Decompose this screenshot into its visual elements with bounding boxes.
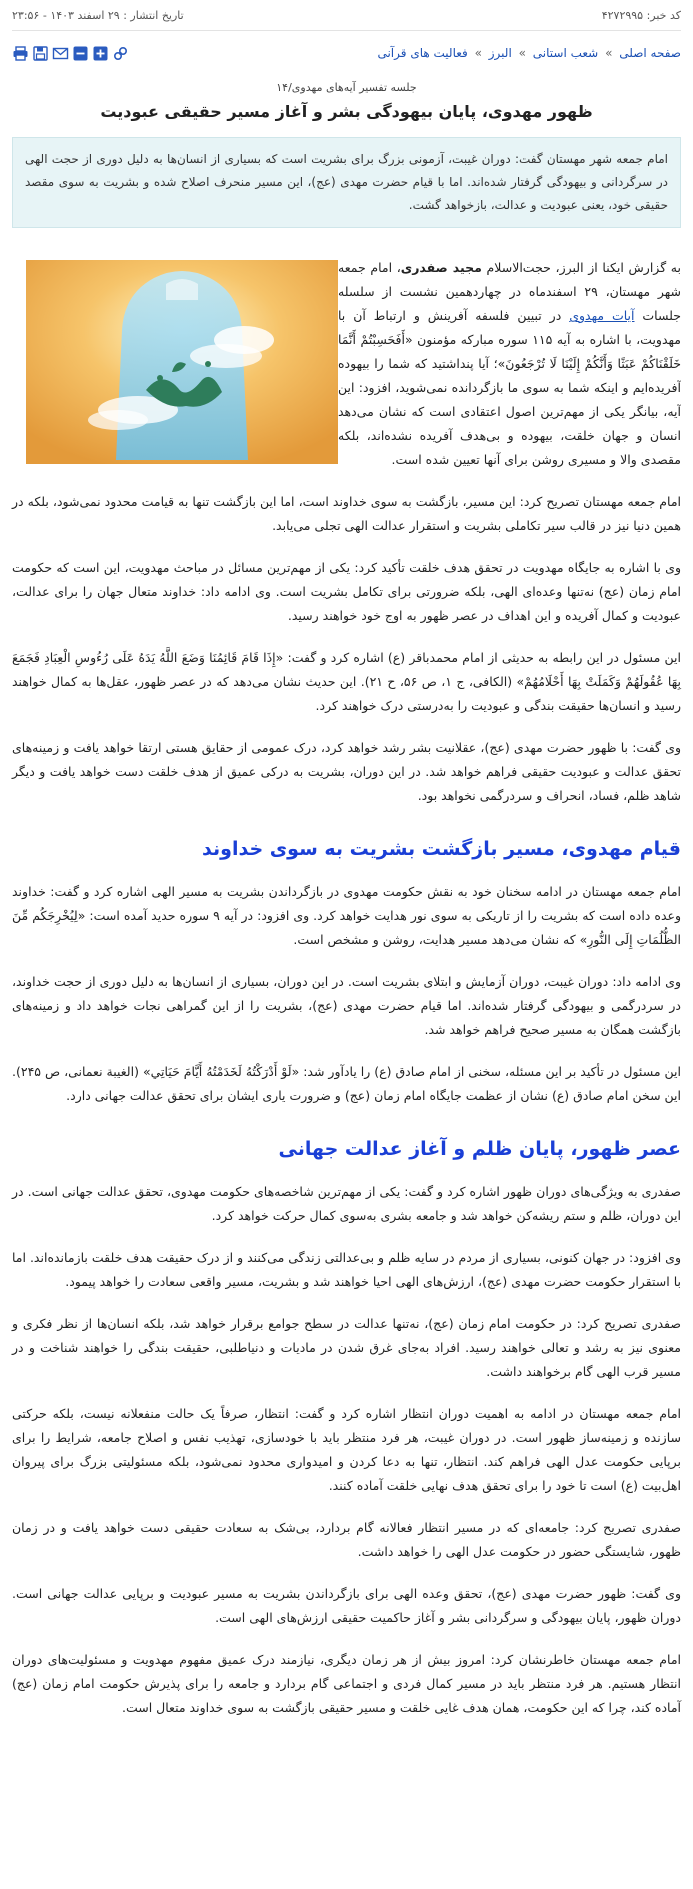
article-image (26, 260, 338, 464)
breadcrumb-home[interactable]: صفحه اصلی (619, 46, 681, 60)
breadcrumb-separator: » (474, 46, 482, 60)
article-title: ظهور مهدوی، پایان بیهودگی بشر و آغاز مسیر حقیقی عبودیت (100, 102, 593, 121)
link-icon[interactable] (112, 45, 129, 62)
paragraph: وی ادامه داد: دوران غیبت، دوران آزمایش و ابتلای بشریت است. در این دوران، بسیاری از انسان‌ها به دلیل دوری از حجت خداوند، در سردرگمی و بیهودگی گرفتار شده‌اند. اما قیام حضرت مهدی (عج)، بشریت را از این گمراهی نجات خواهد داد و زمینه‌های بازگشت همگان به مسیر صحیح فراهم خواهد شد. (12, 974, 681, 1037)
speaker-name: مجید صفدری (400, 260, 482, 275)
paragraph: وی افزود: در جهان کنونی، بسیاری از مردم در سایه ظلم و بی‌عدالتی زندگی می‌کنند و از درک حقیقت هدف خلقت بازمانده‌اند. اما با استقرار حکومت حضرت مهدی (عج)، ارزش‌های الهی احیا خواهند شد و بشریت، مسیر واقعی سعادت را خواهد پیمود. (12, 1250, 681, 1289)
breadcrumb-row (0, 31, 693, 75)
news-code: کد خبر: ۴۲۷۲۹۹۵ (601, 8, 681, 22)
mahdi-calligraphy-illustration (26, 260, 338, 464)
breadcrumb-category[interactable]: فعالیت های قرآنی (377, 46, 468, 60)
article-rotitr: جلسه تفسیر آیه‌های مهدوی/۱۴ (276, 81, 417, 94)
paragraph: وی گفت: با ظهور حضرت مهدی (عج)، عقلانیت بشر رشد خواهد کرد، درک عمومی از حقایق هستی ارتقا خواهد یافت و زمینه‌های تحقق عدالت و عبودیت حقیقی فراهم خواهد شد. در این دوران، بشریت به درکی عمیق از هدف خلقت دست خواهد یافت و دیگر شاهد ظلم، فساد، انحراف و سردرگمی نخواهد بود. (12, 740, 681, 803)
breadcrumb-province[interactable]: البرز (488, 46, 512, 60)
paragraph: صفدری تصریح کرد: جامعه‌ای که در مسیر انتظار فعالانه گام بردارد، بی‌شک به سعادت حقیقی دست خواهد یافت و در زمان ظهور، شایستگی حضور در حکومت عدل الهی را خواهد داشت. (12, 1520, 681, 1559)
save-icon[interactable] (32, 45, 49, 62)
breadcrumb (377, 46, 681, 60)
intro-text-part3: در تبیین فلسفه آفرینش و ارتباط آن با مهدویت، با اشاره به آیه ۱۱۵ سوره مبارکه مؤمنون «أَفَحَسِبْتُمْ أَنَّمَا خَلَقْنَاكُمْ عَبَثًا وَأَنَّكُمْ إِلَيْنَا لَا تُرْجَعُونَ»؛ آیا پنداشتید که شما را بیهوده آفریده‌ایم و اینکه شما به سوی ما بازگردانده نمی‌شوید، افزود: این آیه، بیانگر یکی از مهم‌ترین اصول اعتقادی است که نشان می‌دهد انسان و جهان خلقت، بیهوده و بی‌هدف آفریده نشده‌اند، بلکه مقصدی والا و مسیری روشن برای آنها تعیین شده است. (338, 308, 681, 467)
breadcrumb-separator: » (605, 46, 613, 60)
paragraph: وی گفت: ظهور حضرت مهدی (عج)، تحقق وعده الهی برای بازگرداندن بشریت به مسیر عبودیت و برپایی عدالت جهانی است. دوران ظهور، پایان بیهودگی و سرگردانی بشر و آغاز حاکمیت حقیقی ارزش‌های الهی است. (12, 1586, 681, 1625)
paragraph: امام جمعه مهستان در ادامه به اهمیت دوران انتظار اشاره کرد و گفت: انتظار، صرفاً یک حالت منفعلانه نیست، بلکه حرکتی سازنده و زمینه‌ساز ظهور است. در دوران غیبت، هر فرد منتظر باید با خودسازی، تهذیب نفس و اصلاح جامعه، شرایط را برای برپایی حکومت عدل الهی فراهم کند. انتظار، تنها به دعا کردن و امیدواری محدود نمی‌شود، بلکه مسئولیتی بزرگ برای پیروان اهل‌بیت (ع) است تا خود را برای تحقق هدف نهایی خلقت آماده کنند. (12, 1406, 681, 1493)
article-toolbar (12, 45, 129, 62)
top-meta-bar (0, 0, 693, 30)
intro-paragraph (12, 256, 681, 472)
article-body (0, 256, 693, 1720)
email-icon[interactable] (52, 45, 69, 62)
paragraph: صفدری به ویژگی‌های دوران ظهور اشاره کرد و گفت: یکی از مهم‌ترین شاخصه‌های حکومت مهدوی، تحقق عدالت جهانی است. در این دوران، ظلم و ستم ریشه‌کن خواهد شد و جامعه بشری به‌سوی کمال حرکت خواهد کرد. (12, 1184, 681, 1223)
keyword-link[interactable]: آیات مهدوی (569, 308, 635, 323)
section-heading: قیام مهدوی، مسیر بازگشت بشریت به سوی خداوند (202, 838, 681, 860)
breadcrumb-branches[interactable]: شعب استانی (532, 46, 599, 60)
paragraph: وی با اشاره به جایگاه مهدویت در تحقق هدف خلقت تأکید کرد: یکی از مهم‌ترین مسائل در مباحث مهدویت، این است که حکومت امام زمان (عج) نه‌تنها وعده‌ای الهی، بلکه ضرورتی برای تکامل بشریت است. وی ادامه داد: خداوند متعال جهان را برای عدالت، عبودیت و کمال آفریده و این اهداف در عصر ظهور به اوج خود خواهند رسید. (12, 560, 681, 623)
breadcrumb-separator: » (518, 46, 526, 60)
paragraph: امام جمعه مهستان خاطرنشان کرد: امروز بیش از هر زمان دیگری، نیازمند درک عمیق مفهوم مهدویت و مسئولیت‌های دوران انتظار هستیم. هر فرد منتظر باید در مسیر کمال فردی و اجتماعی گام بردارد و جامعه را برای پذیرش حکومت امام زمان (عج) آماده کند، چرا که این حکومت، همان هدف غایی خلقت و مسیر حقیقی بازگشت به سوی خداوند متعال است. (12, 1652, 681, 1715)
intro-text-part1: به گزارش ایکنا از البرز، حجت‌الاسلام (481, 260, 681, 275)
paragraph: این مسئول در تأکید بر این مسئله، سخنی از امام صادق (ع) را یادآور شد: «لَوْ أَدْرَكْتُهُ لَخَدَمْتُهُ أَيَّامَ حَيَاتِي» (الغیبة نعمانی، ص ۲۴۵). این سخن امام صادق (ع) نشان از عظمت جایگاه امام زمان (عج) و ضرورت یاری ایشان برای تحقق عدالت جهانی دارد. (12, 1064, 681, 1103)
text-decrease-icon[interactable] (72, 45, 89, 62)
print-icon[interactable] (12, 45, 29, 62)
text-increase-icon[interactable] (92, 45, 109, 62)
publish-date: تاریخ انتشار : ۲۹ اسفند ۱۴۰۳ - ۲۳:۵۶ (12, 8, 184, 22)
paragraph: امام جمعه مهستان تصریح کرد: این مسیر، بازگشت به سوی خداوند است، اما این بازگشت تنها به قیامت محدود نمی‌شود، بلکه در همین دنیا نیز در قالب سیر تکاملی بشریت و استقرار عدالت الهی تجلی می‌یابد. (12, 494, 681, 533)
paragraph: صفدری تصریح کرد: در حکومت امام زمان (عج)، نه‌تنها عدالت در سطح جوامع برقرار خواهد شد، بلکه انسان‌ها از نظر فکری و معنوی نیز به رشد و تعالی خواهند رسید. افراد به‌جای غرق شدن در مادیات و دنیاطلبی، حقیقت بندگی را خواهند شناخت و در مسیر قرب الهی گام برخواهند داشت. (12, 1316, 681, 1379)
intro-text-part2: ، امام جمعه شهر مهستان، ۲۹ اسفندماه در چهاردهمین نشست از سلسله جلسات (338, 260, 681, 323)
section-heading: عصر ظهور، پایان ظلم و آغاز عدالت جهانی (278, 1138, 681, 1160)
paragraph: امام جمعه مهستان در ادامه سخنان خود به نقش حکومت مهدوی در بازگرداندن بشریت به مسیر الهی اشاره کرد و گفت: خداوند وعده داده است که بشریت را از تاریکی به سوی نور هدایت خواهد کرد. وی افزود: در آیه ۹ سوره حدید آمده است: «لِيُخْرِجَكُم مِّنَ الظُّلُمَاتِ إِلَى النُّورِ» که نشان می‌دهد مسیر هدایت، روشن و مشخص است. (12, 884, 681, 947)
paragraph: این مسئول در این رابطه به حدیثی از امام محمدباقر (ع) اشاره کرد و گفت: «إِذَا قَامَ قَائِمُنَا وَضَعَ اللَّهُ يَدَهُ عَلَى رُءُوسِ الْعِبَادِ فَجَمَعَ بِهَا عُقُولَهُمْ وَكَمَلَتْ بِهَا أَحْلَامُهُمْ» (الکافی، ج ۱، ص ۵۶، ح ۲۱). این حدیث نشان می‌دهد که در عصر ظهور، عقل‌ها به کمال خواهند رسید و انسان‌ها حقیقت بندگی و عبودیت را به‌درستی درک خواهند کرد. (12, 650, 681, 713)
article-lead: امام جمعه شهر مهستان گفت: دوران غیبت، آزمونی بزرگ برای بشریت است که بسیاری از انسان‌ها به دلیل دوری از حجت الهی در سرگردانی و بیهودگی گرفتار شده‌اند. اما با قیام حضرت مهدی (عج)، این مسیر منحرف اصلاح شده و بشریت به سوی مقصد حقیقی خود، یعنی عبودیت و عدالت، بازخواهد گشت. (12, 137, 681, 228)
